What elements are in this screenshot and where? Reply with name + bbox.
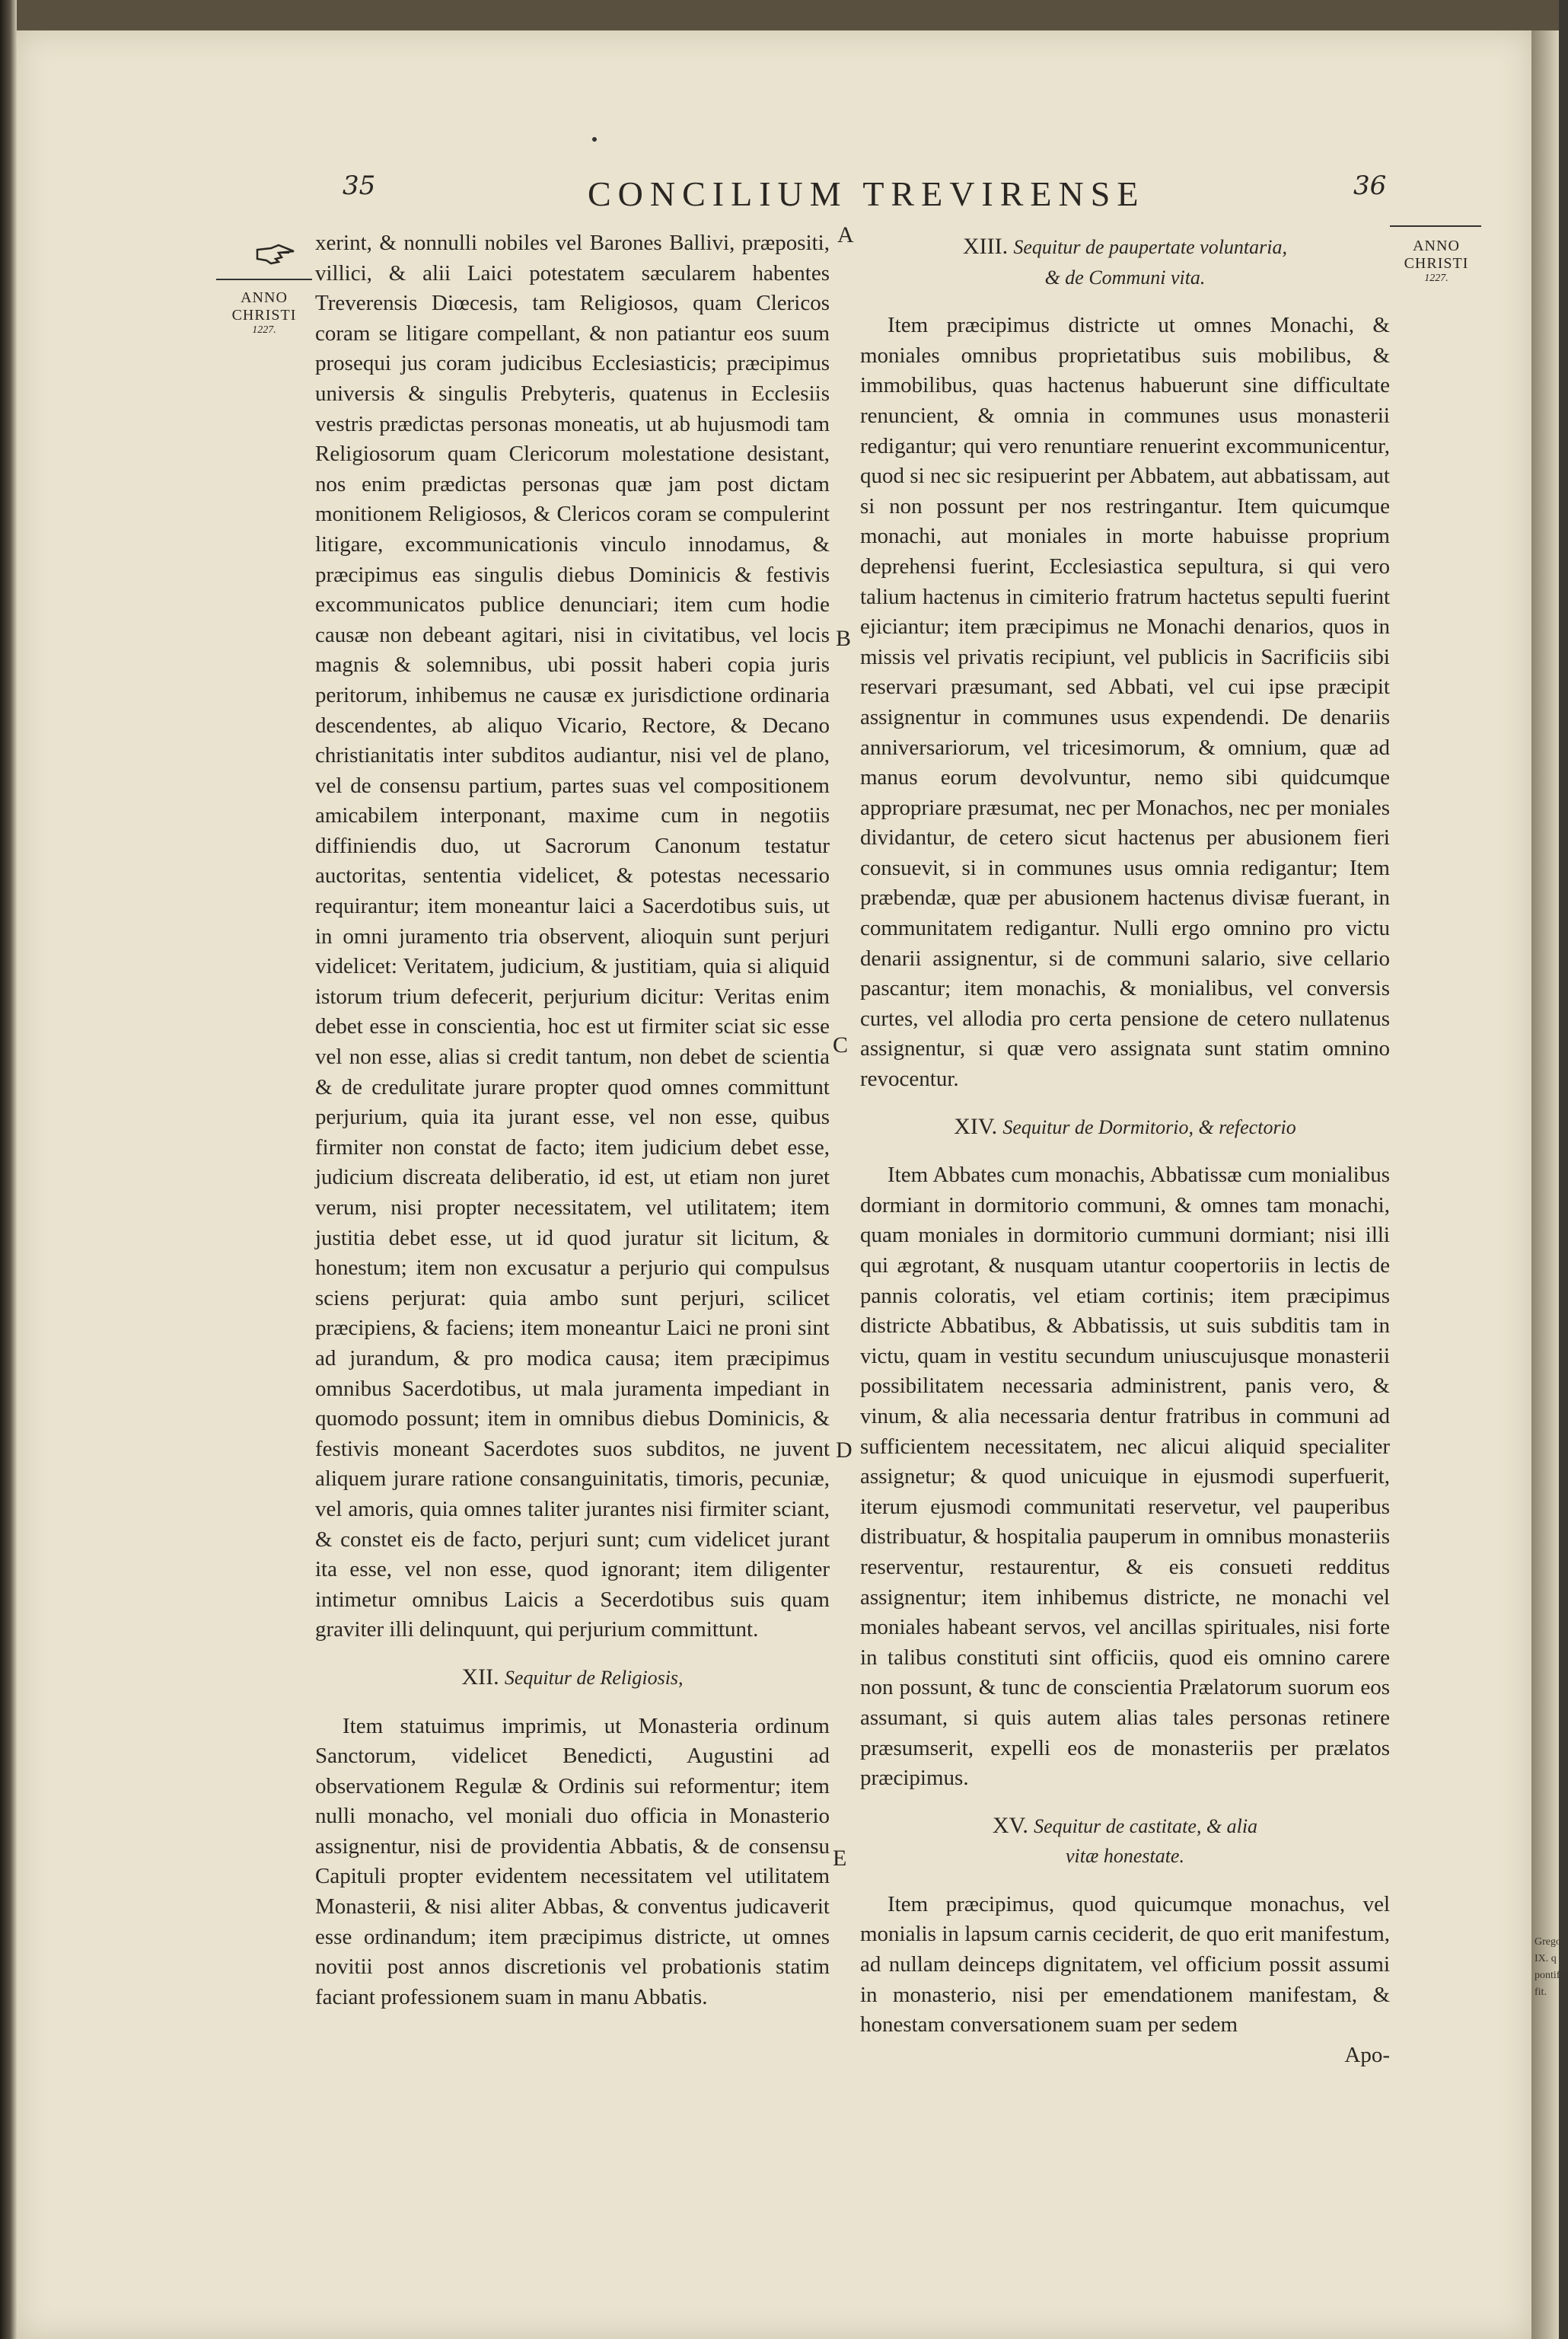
- section-xiii-title-line2: & de Communi vita.: [1044, 266, 1206, 289]
- catchword: Apo-: [1344, 2042, 1390, 2067]
- right-column: [860, 231, 1390, 2070]
- margin-year-left: 1227.: [252, 324, 276, 336]
- margin-anno-left: ANNO: [241, 289, 288, 306]
- left-column: [315, 228, 830, 2012]
- right-page-number: 36: [1353, 171, 1387, 201]
- margin-rule-left: [216, 279, 312, 280]
- section-letter-b: B: [836, 626, 852, 651]
- left-page-number: 35: [343, 171, 376, 201]
- left-opening-paragraph: xerint, & nonnulli nobiles vel Barones Ballivi, præpositi, villici, & alii Laici potestatem sæcularem habentes Treverensis Diœcesis, tam Religiosos, quam Clericos coram se litigare compellant, & non patiantur eos suum prosequi jus coram judicibus Ecclesiasticis; præcipimus universis & singulis Prebyteris, quatenus in Ecclesiis vestris prædictas personas moneatis, ut ab hujusmodi tam Religiosorum quam Clericorum molestatione desistant, nos enim prædictas personas quæ jam post dictam monitionem Religiosos, & Clericos coram se compulerint litigare, excommunicationis vinculo innodamus, & præcipimus eas singulis diebus Dominicis & festivis excommunicatos publice denunciari; item cum hodie causæ non debeant agitari, nisi in civitatibus, vel locis magnis & solemnibus, ubi possit haberi copia juris peritorum, inhibemus ne causæ ex jurisdictione ordinaria descendentes, ab aliquo Vicario, Rectore, & Decano christianitatis inter subditos audiantur, nisi vel de plano, vel de consensu partium, partes suas vel compositionem amicabilem interponant, maxime cum in negotiis diffiniendis duo, ut Sacrorum Canonum testatur auctoritas, sententia videlicet, & potestas necessario requirantur; item moneantur laici a Sacerdotibus suis, ut in omni juramento tria observent, alioquin sunt perjuri videlicet: Veritatem, judicium, & justitiam, quia si aliquid istorum trium defecerit, perjurium dicitur: Veritas enim debet esse in conscientia, hoc est ut firmiter sciat sic esse vel non esse, alias si credit tantum, non debet de scientia & de credulitate jurare propter quod omnes committunt perjurium, quia ita jurant esse, vel non esse, quibus firmiter non constat de facto; item judicium debet esse, judicium discreata deliberatio, id est, ut etiam non juret verum, nisi propter necessitatem, vel utilitatem; item justitia debet esse, ut id quod juratur sit licitum, & honestum; item non excusatur a perjurio qui compulsus sciens perjurat: quia ambo sunt perjuri, scilicet præcipiens, & faciens; item moneantur Laici ne proni sint ad jurandum, & pro modica causa; item præcipimus omnibus Sacerdotibus, ut mala juramenta impediant in quomodo possunt; item in omnibus diebus Dominicis, & festivis moneant Sacerdotes suos subditos, ne juvent aliquem jurare ratione consanguinitatis, timoris, pecuniæ, vel amoris, quia omnes taliter jurantes nisi firmiter sciant, & constet eis de facto, perjuri sunt; cum videlicet jurant ita esse, vel non esse, quod ignorant; item diligenter intimetur omnibus Laicis a Secerdotibus suis quam graviter illi delinquunt, qui perjurium committunt.: [315, 231, 830, 1642]
- section-xv-text: Item præcipimus, quod quicumque monachus, vel monialis in lapsum carnis ceciderit, de quo erit manifestum, ad nullam deinceps dignitatem, vel officium possit assumi in monasterio, nisi per emendationem manifestam, & honestam conversationem suam per sedem: [860, 1891, 1390, 2037]
- section-xiii-text: Item præcipimus districte ut omnes Monachi, & moniales omnibus proprietatibus suis mobilibus, & immobilibus, quas hactenus habuerunt sine difficultate renuncient, & omnia in communes usus monasterii redigantur; qui vero renuntiare renuerint excommunicentur, quod si nec sic resipuerint per Abbatem, aut abbatissam, aut si non possunt per nos restringantur. Item quicumque monachi, aut moniales in morte habuisse proprium deprehensi fuerint, Ecclesiastica sepultura, si qui vero talium hactenus in cimiterio fratrum hactetus sepulti fuerint ejiciantur; item præcipimus ne Monachi denarios, quos in missis vel privatis recipiunt, vel publicis in Sacrificiis sibi reservari præsumant, sed Abbati, vel cui ipse præcipit assignentur in communes usus expendendi. De denariis anniversariorum, vel tricesimorum, & omnium, quæ ad manus eorum devolvuntur, nemo sibi quidcumque appropriare præsumat, nec per Monachos, nec per moniales dividantur, de cetero sicut hactenus per abusionem fieri consuevit, si in communes usus omnia redigantur; Item præbendæ, quæ per abusionem hactenus divisæ fuerant, in communitatem redigantur. Nulli ergo omnino pro victu denarii assignentur, si de communi salario, sive cellario pascantur; item monachis, & monialibus, vel conversis curtes, vel allodia pro certa pensione de cetero nullatenus assignentur, si quæ vero assignata sunt statim omnino revocentur.: [860, 313, 1390, 1092]
- pointing-hand-icon: [256, 242, 295, 268]
- ink-dot: [592, 137, 597, 142]
- scan-top-band: [0, 0, 1559, 30]
- book-spine-shadow: [0, 0, 17, 2339]
- running-title: CONCILIUM TREVIRENSE: [588, 174, 1146, 213]
- right-edge-note-line: fit.: [1535, 1986, 1547, 1998]
- margin-anno-right: ANNO: [1413, 238, 1460, 254]
- right-edge-note: [1535, 1934, 1568, 2001]
- margin-year-right: 1227.: [1424, 273, 1448, 284]
- section-letter-d: D: [836, 1438, 853, 1463]
- section-xiii-number: XIII.: [962, 234, 1009, 259]
- section-xii-heading: [315, 1662, 830, 1693]
- margin-rule-right: [1390, 225, 1481, 227]
- margin-note-left: [215, 289, 314, 337]
- section-xiii-heading: [860, 231, 1390, 292]
- section-xii-number: XII.: [461, 1664, 499, 1690]
- margin-christi-left: CHRISTI: [231, 307, 297, 324]
- section-xii-text: Item statuimus imprimis, ut Monasteria ordinum Sanctorum, videlicet Benedicti, Augustini ad observationem Regulæ & Ordinis sui reformentur; item nulli monacho, vel moniali duo officia in Monasterio assignentur, nisi de providentia Abbatis, & de consensu Capituli propter evidentem necessitatem vel utilitatem Monasterii, & nisi aliter Abbas, & conventus judicaverit esse ordinandum; item præcipimus districte, ut omnes novitii post annos discretionis vel probationis statim faciant professionem suam in manu Abbatis.: [315, 1713, 830, 2009]
- right-edge-note-line: IX. q: [1535, 1953, 1557, 1964]
- section-xv-number: XV.: [992, 1812, 1028, 1838]
- section-letter-a: A: [837, 222, 854, 247]
- right-edge-note-line: Grego: [1535, 1936, 1561, 1948]
- section-xv-title: Sequitur de castitate, & alia: [1034, 1814, 1258, 1837]
- margin-christi-right: CHRISTI: [1404, 255, 1469, 272]
- section-xv-title-line2: vitæ honestate.: [1066, 1845, 1184, 1868]
- section-xii-title: Sequitur de Religiosis,: [504, 1666, 684, 1689]
- section-xiv-number: XIV.: [954, 1113, 998, 1139]
- margin-note-right: [1393, 238, 1480, 285]
- section-xv-heading: [860, 1811, 1390, 1872]
- section-xiv-text: Item Abbates cum monachis, Abbatissæ cum monialibus dormiant in dormitorio communi, & omnes tam monachi, quam moniales in dormitorio cummuni dormiant; nisi illi qui ægrotant, & nusquam utantur coopertoriis in lectis de pannis coloratis, vel etiam cortinis; item præcipimus districte Abbatibus, & Abbatissis, ut suis subditis tam in victu, quam in vestitu secundum uniuscujusque monasterii possibilitatem necessaria administrent, panis vero, & vinum, & alia necessaria dentur fratribus in communi ad sufficientem necessitatem, nec alicui aliquid specialiter assignetur; & quod unicuique in ejusmodi superfuerit, iterum ejusmodi communitati reservetur, vel pauperibus distribuatur, & hospitalia pauperum in omnibus monasteriis reserventur, restaurentur, & eis consueti redditus assignentur; item inhibemus districte, ne monachi vel moniales habeant servos, vel ancillas spirituales, nisi forte in talibus constituti sint officiis, quod eis omnino carere non possunt, & tunc de conscientia Prælatorum suorum eos assumant, si quis autem alias tales personas retinere præsumserit, expelli eos de monasteriis per prælatos præcipimus.: [860, 1163, 1390, 1791]
- section-letter-c: C: [833, 1032, 849, 1058]
- right-edge-note-line: pontific: [1535, 1970, 1568, 1981]
- section-letter-e: E: [833, 1846, 847, 1871]
- section-xiv-heading: [860, 1112, 1390, 1143]
- section-xiii-title: Sequitur de paupertate voluntaria,: [1013, 236, 1287, 258]
- section-xiv-title: Sequitur de Dormitorio, & refectorio: [1002, 1115, 1296, 1138]
